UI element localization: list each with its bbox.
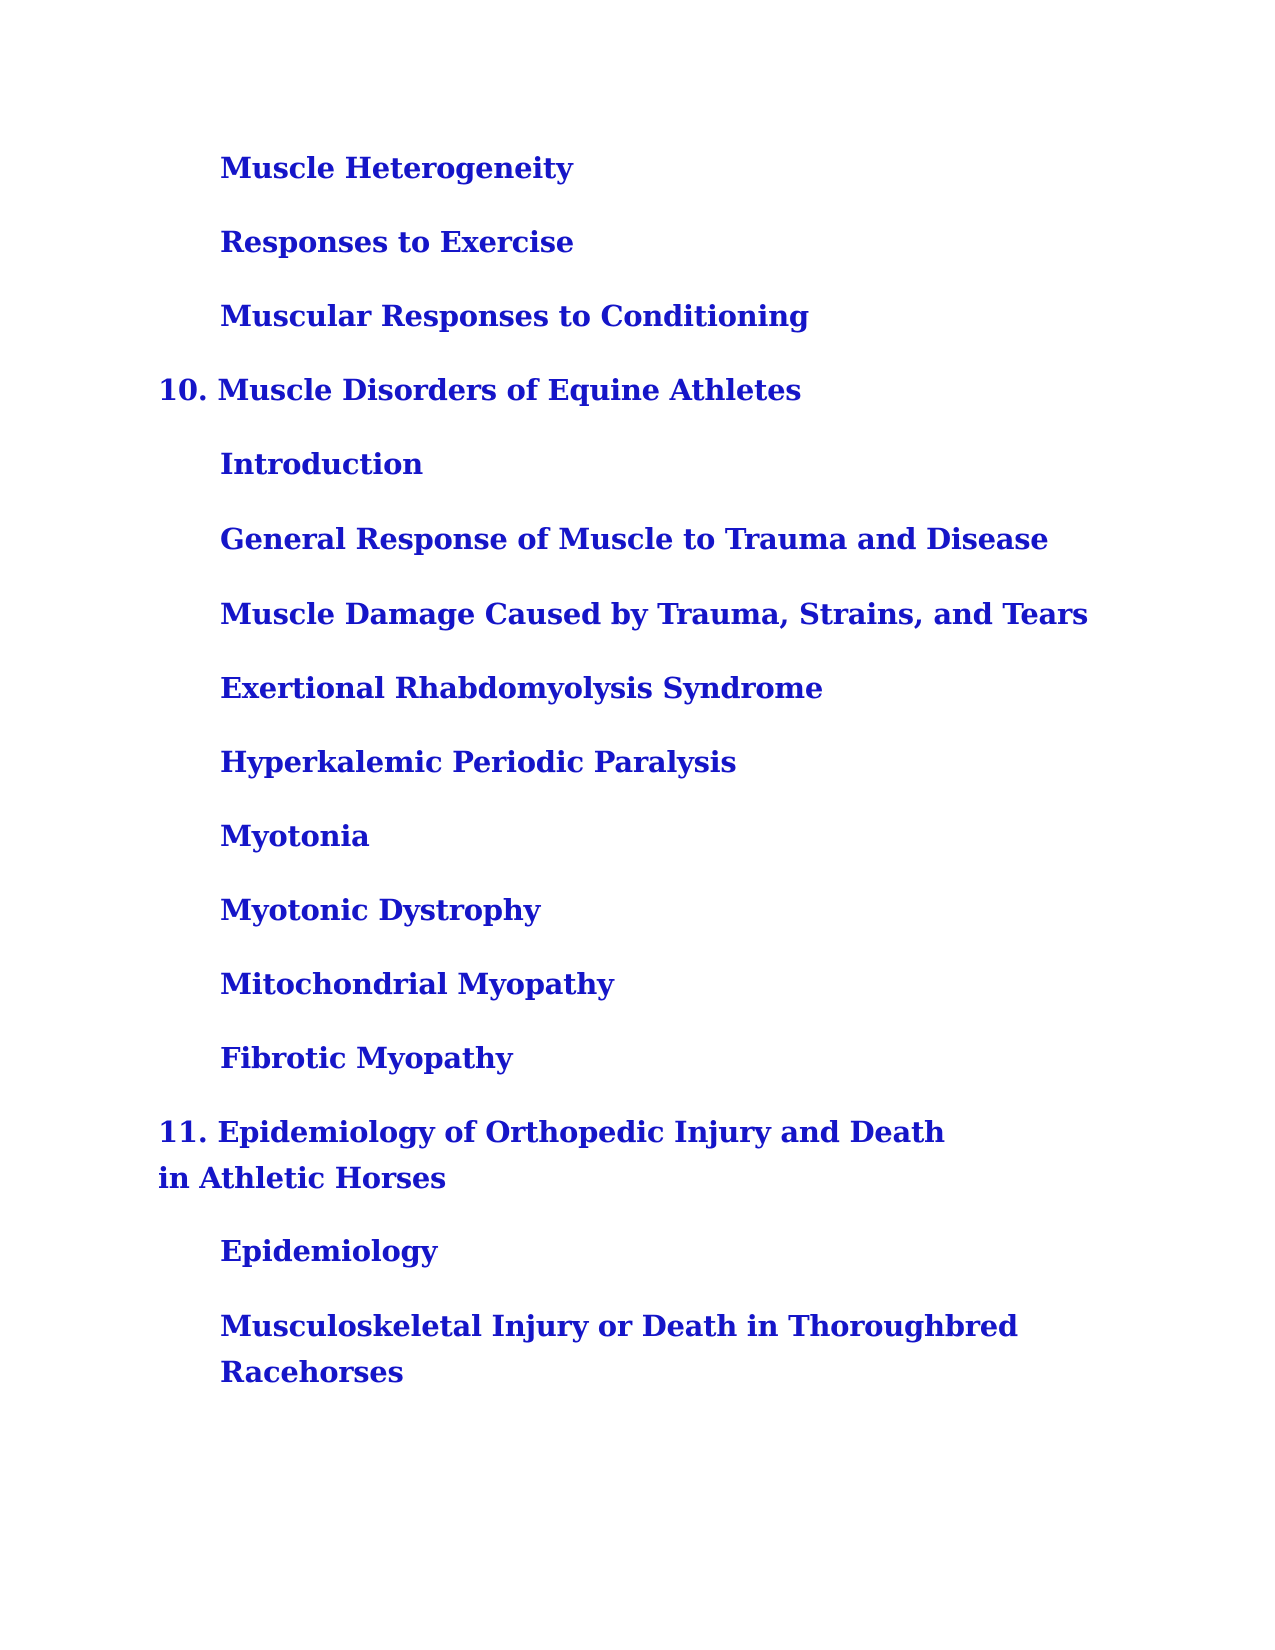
toc-link-exertional-rhabdomyolysis[interactable]: Exertional Rhabdomyolysis Syndrome — [220, 671, 823, 705]
toc-link-fibrotic-myopathy[interactable]: Fibrotic Myopathy — [220, 1041, 513, 1075]
toc-link-musculoskeletal-injury[interactable]: Musculoskeletal Injury or Death in Thoroughbred Racehorses — [220, 1309, 1018, 1389]
toc-link-myotonic-dystrophy[interactable]: Myotonic Dystrophy — [220, 893, 541, 927]
toc-link-myotonia[interactable]: Myotonia — [220, 819, 370, 853]
toc-link-muscle-heterogeneity[interactable]: Muscle Heterogeneity — [220, 151, 573, 185]
toc-link-responses-to-exercise[interactable]: Responses to Exercise — [220, 225, 574, 259]
toc-link-hyperkalemic-periodic-paralysis[interactable]: Hyperkalemic Periodic Paralysis — [220, 745, 737, 779]
toc-link-mitochondrial-myopathy[interactable]: Mitochondrial Myopathy — [220, 967, 614, 1001]
toc-link-muscular-responses-to-conditioning[interactable]: Muscular Responses to Conditioning — [220, 299, 809, 333]
toc-link-chapter-11[interactable]: 11. Epidemiology of Orthopedic Injury and Death in Athletic Horses — [158, 1115, 945, 1195]
toc-link-epidemiology[interactable]: Epidemiology — [220, 1234, 438, 1268]
toc-link-chapter-10[interactable]: 10. Muscle Disorders of Equine Athletes — [158, 373, 802, 407]
toc-link-muscle-damage[interactable]: Muscle Damage Caused by Trauma, Strains, and Tears — [220, 597, 1088, 631]
toc-link-introduction[interactable]: Introduction — [220, 447, 423, 481]
toc-link-general-response-of-muscle[interactable]: General Response of Muscle to Trauma and Disease — [220, 522, 1049, 556]
